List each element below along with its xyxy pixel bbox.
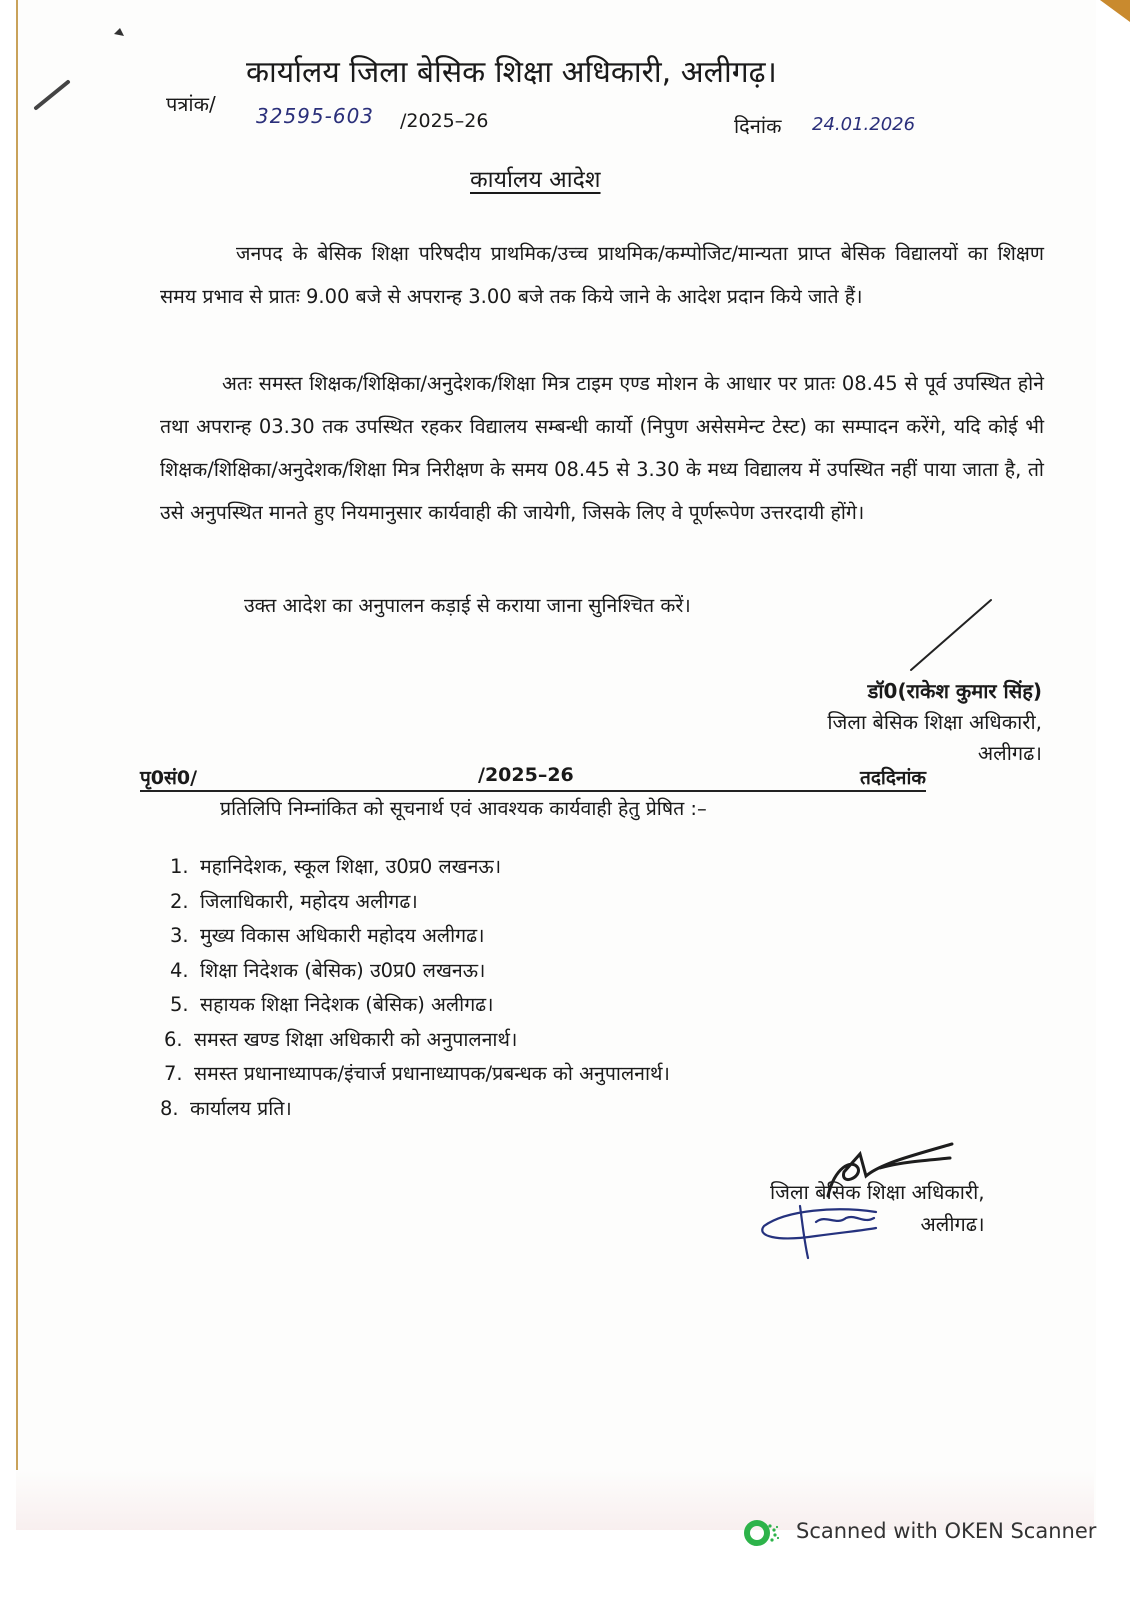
signature-initial-stroke: [905, 596, 995, 676]
reference-number-handwritten: 32595-603: [256, 104, 375, 128]
list-item: 6. समस्त खण्ड शिक्षा अधिकारी को अनुपालनार्थ।: [164, 1027, 518, 1051]
blue-signature: [756, 1200, 906, 1270]
copy-reference-row: [140, 764, 926, 792]
list-item: 7. समस्त प्रधानाध्यापक/इंचार्ज प्रधानाध्यापक/प्रबन्धक को अनुपालनार्थ।: [164, 1062, 670, 1085]
oken-scanner-logo-icon: [744, 1518, 780, 1548]
reference-label: पत्रांक/: [166, 92, 216, 116]
copy-intro: प्रतिलिपि निम्नांकित को सूचनार्थ एवं आवश्यक कार्यवाही हेतु प्रेषित :–: [220, 797, 707, 820]
signatory-name: डॉ0(राकेश कुमार सिंह): [867, 679, 1042, 703]
date-handwritten: 24.01.2026: [812, 114, 916, 135]
order-title: कार्यालय आदेश: [470, 167, 601, 193]
body-paragraph-2: अतः समस्त शिक्षक/शिक्षिका/अनुदेशक/शिक्षा मित्र टाइम एण्ड मोशन के आधार पर प्रातः 08.45 से पूर्व उपस्थित होने तथा अपरान्ह 03.30 तक उपस्थित रहकर विद्यालय सम्बन्धी कार्यो (निपुण असेसमेन्ट टेस्ट) का सम्पादन करेंगे, यदि कोई भी शिक्षक/शिक्षिका/अनुदेशक/शिक्षा मित्र निरीक्षण के समय 08.45 से 3.30 के मध्य विद्यालय में उपस्थित नहीं पाया जाता है, तो उसे अनुपस्थित मानते हुए नियमानुसार कार्यवाही की जायेगी, जिसके लिए वे पूर्णरूपेण उत्तरदायी होंगे।: [160, 372, 1044, 524]
body-paragraph-1: जनपद के बेसिक शिक्षा परिषदीय प्राथमिक/उच्च प्राथमिक/कम्पोजिट/मान्यता प्राप्त बेसिक विद्यालयों का शिक्षण समय प्रभाव से प्रातः 9.00 बजे से अपरान्ह 3.00 बजे तक किये जाने के आदेश प्रदान किये जाते हैं।: [160, 242, 1044, 308]
signatory-designation: जिला बेसिक शिक्षा अधिकारी,: [827, 710, 1042, 734]
list-item: 8. कार्यालय प्रति।: [160, 1096, 292, 1120]
signatory-place: अलीगढ।: [977, 741, 1042, 765]
black-signature: [820, 1138, 960, 1208]
date-label: दिनांक: [734, 114, 782, 138]
list-item: 3. मुख्य विकास अधिकारी महोदय अलीगढ।: [170, 924, 485, 947]
scanner-watermark: Scanned with OKEN Scanner: [796, 1519, 1097, 1543]
page-corner-fold: [1100, 0, 1130, 22]
recipient-list: [160, 850, 670, 1126]
body-paragraph-3: उक्त आदेश का अनुपालन कड़ाई से कराया जाना सुनिश्चित करें।: [244, 594, 691, 617]
reference-year: /2025–26: [400, 110, 489, 132]
signatory-2-designation: जिला बेसिक शिक्षा अधिकारी,: [770, 1180, 985, 1204]
copy-ref-label: पृ0सं0/: [140, 767, 198, 789]
copy-ref-year: /2025–26: [478, 764, 574, 786]
list-item: 1. महानिदेशक, स्कूल शिक्षा, उ0प्र0 लखनऊ।: [170, 855, 502, 878]
office-title: कार्यालय जिला बेसिक शिक्षा अधिकारी, अलीगढ़।: [246, 55, 777, 90]
signatory-2-place: अलीगढ।: [920, 1212, 985, 1236]
list-item: 2. जिलाधिकारी, महोदय अलीगढ।: [170, 889, 418, 913]
list-item: 4. शिक्षा निदेशक (बेसिक) उ0प्र0 लखनऊ।: [170, 958, 486, 982]
copy-ref-date: तददिनांक: [860, 767, 926, 789]
staple-mark-icon: [30, 20, 130, 120]
list-item: 5. सहायक शिक्षा निदेशक (बेसिक) अलीगढ।: [170, 993, 494, 1016]
signatory-block: [827, 676, 1042, 769]
